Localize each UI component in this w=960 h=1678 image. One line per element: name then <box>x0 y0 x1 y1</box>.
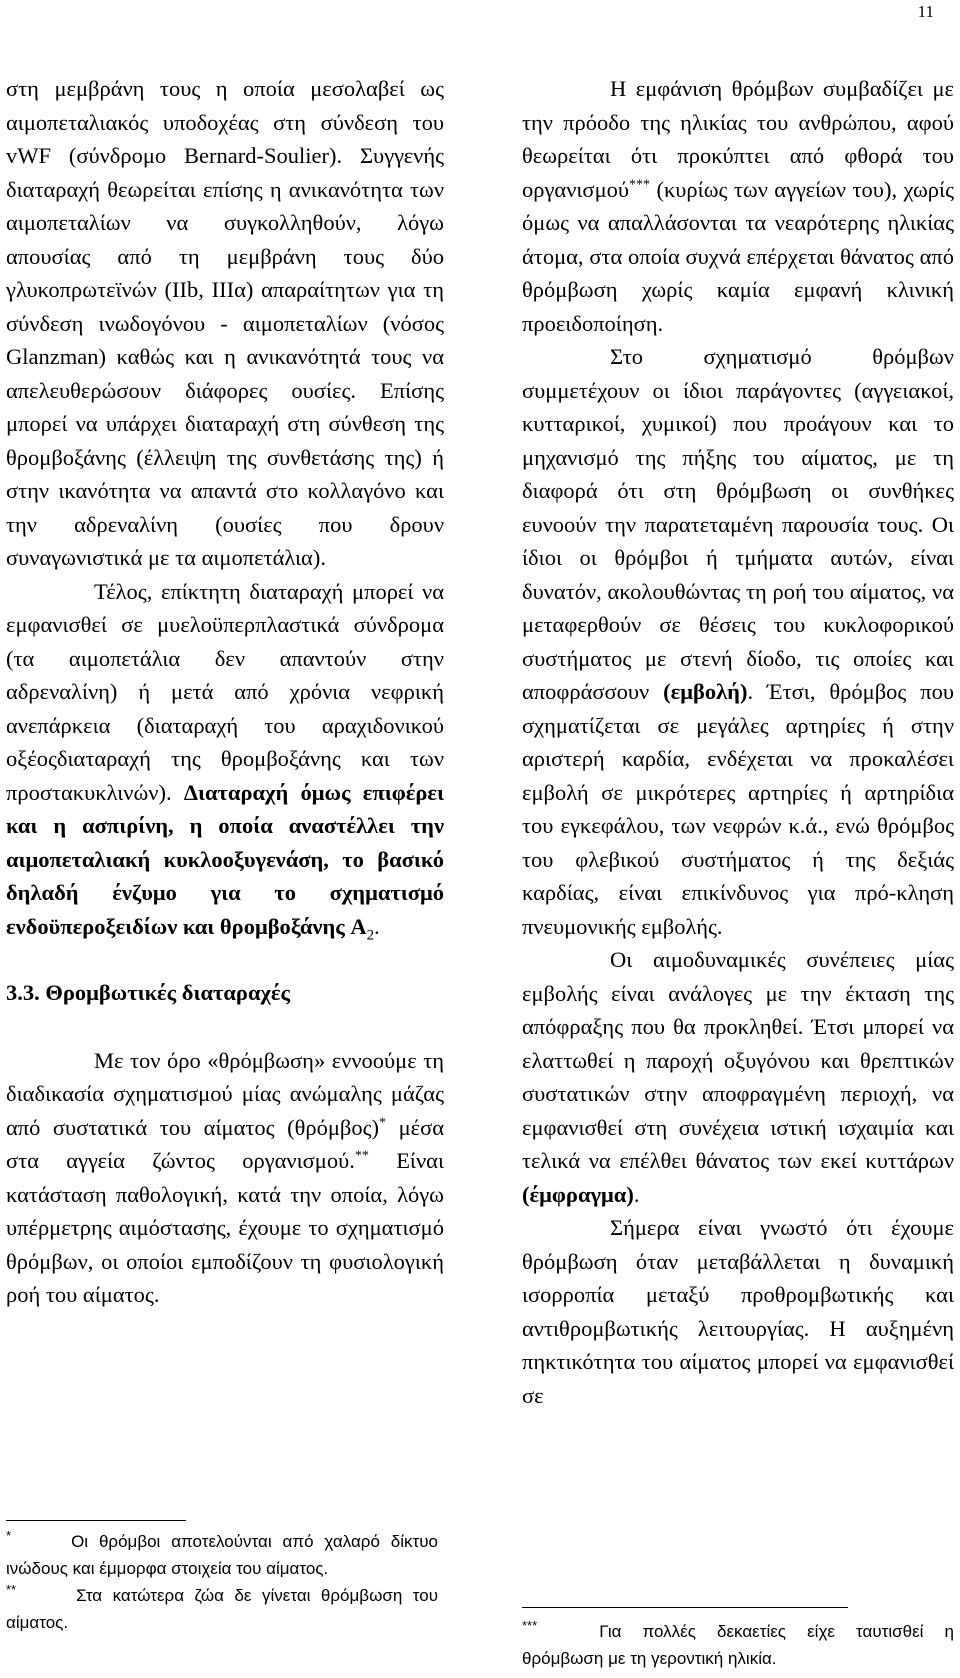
footnote: * Οι θρόμβοι αποτελούνται από χαλαρό δίκτυο ινώδους και έμμορφα στοιχεία του αίματος. <box>6 1528 438 1578</box>
section-heading: 3.3. Θρομβωτικές διαταραχές <box>6 980 291 1005</box>
footnote: ** Στα κατώτερα ζώα δε γίνεται θρόμβωση του αίματος. <box>6 1582 438 1632</box>
footnote: *** Για πολλές δεκαετίες είχε ταυτισθεί η θρόμβωση με τη γεροντική ηλικία. <box>522 1618 954 1668</box>
footnotes-left <box>6 1528 438 1636</box>
footnotes-right <box>522 1618 954 1672</box>
paragraph: Η εμφάνιση θρόμβων συμβαδίζει με την πρόοδο της ηλικίας του ανθρώπου, αφού θεωρείται ότι προκύπτει από φθορά του οργανισμού*** (κυρίως των αγγείων του), χωρίς όμως να απαλλάσονται τα νεαρότερης ηλικίας άτομα, στα οποία συχνά επέρχεται θάνατος από θρόμβωση χωρίς καμία εμφανή κλινική προειδοποίηση. <box>522 76 954 336</box>
footnote-ref: *** <box>629 177 651 192</box>
footnote-divider <box>6 1520 186 1521</box>
page-number: 11 <box>917 2 934 21</box>
paragraph: Με τον όρο «θρόμβωση» εννοούμε τη διαδικασία σχηματισμού μίας ανώμαλης μάζας από συστατικά του αίματος (θρόμβος)* μέσα στα αγγεία ζώντος οργανισμού.** Είναι κατάσταση παθολογική, κατά την οποία, λόγω υπέρμετρης αιμόστασης, έχουμε το σχηματισμό θρόμβων, οι οποίοι εμποδίζουν τη φυσιολογική ροή του αίματος. <box>6 1047 444 1307</box>
footnote-ref: ** <box>354 1148 369 1164</box>
footnote-divider <box>522 1607 848 1608</box>
paragraph: Σήμερα είναι γνωστό ότι έχουμε θρόμβωση όταν μεταβάλλεται η δυναμική ισορροπία μεταξύ προθρομβωτικής και αντιθρομβωτικής λειτουργίας. Η αυξημένη πηκτικότητα του αίματος μπορεί να εμφανισθεί σε <box>522 1215 954 1408</box>
paragraph: Στο σχηματισμό θρόμβων συμμετέχουν οι ίδιοι παράγοντες (αγγειακοί, κυτταρικοί, χυμικοί) που προάγουν και το μηχανισμό της πήξης του αίματος, με τη διαφορά ότι στη θρόμβωση οι συνθήκες ευνοούν την παρατεταμένη παρουσία τους. Οι ίδιοι οι θρόμβοι ή τμήματα αυτών, είναι δυνατόν, ακολουθώντας τη ροή του αίματος, να μεταφερθούν σε θέσεις του κυκλοφορικού συστήματος με στενή δίοδο, τις οποίες και αποφράσσουν (εμβολή). Έτσι, θρόμβος που σχηματίζεται σε μεγάλες αρτηρίες ή στην αριστερή καρδία, ενδέχεται να προκαλέσει εμβολή σε μικρότερες αρτηρίες ή αρτηρίδια του εγκεφάλου, των νεφρών κ.ά., ενώ θρόμβος του φλεβικού συστήματος ή της δεξιάς καρδίας, είναι επικίνδυνος για πρό-κληση πνευμονικής εμβολής. <box>522 344 954 939</box>
paragraph: Τέλος, επίκτητη διαταραχή μπορεί να εμφανισθεί σε μυελοϋπερπλαστικά σύνδρομα (τα αιμοπετάλια δεν απαντούν στην αδρεναλίνη) ή μετά από χρόνια νεφρική ανεπάρκεια (διαταραχή του αραχιδονικού οξέοςδιαταραχή της θρομβοξάνης και των προστακυκλινών). Διαταραχή όμως επιφέρει και η ασπιρίνη, η οποία αναστέλλει την αιμοπεταλιακή κυκλοοξυγενάση, το βασικό δηλαδή ένζυμο για το σχηματισμό ενδοϋπεροξειδίων και θρομβοξάνης $A_2$. <box>6 578 444 943</box>
footnote-ref: * <box>379 1115 387 1130</box>
left-column <box>6 72 444 1312</box>
paragraph: στη μεμβράνη τους η οποία μεσολαβεί ως αιμοπεταλιακός υποδοχέας στη σύνδεση του vWF (σύνδρομο Bernard-Soulier). Συγγενής διαταραχή θεωρείται επίσης η ανικανότητα των αιμοπεταλίων να συγκολληθούν, λόγω απουσίας από τη μεμβράνη τους δύο γλυκοπρωτεϊνών (IIb, IIIα) απαραίτητων για τη σύνδεση ινωδογόνου - αιμοπεταλίων (νόσος Glanzman) καθώς και η ανικανότητά τους να απελευθερώσουν διάφορες ουσίες. Επίσης μπορεί να υπάρχει διαταραχή στη σύνθεση της θρομβοξάνης (έλλειψη της συνθετάσης της) ή στην ικανότητα να απαντά στο κολλαγόνο και την αδρεναλίνη (ουσίες που δρουν συναγωνιστικά με τα αιμοπετάλια). <box>6 76 444 570</box>
paragraph: Οι αιμοδυναμικές συνέπειες μίας εμβολής είναι ανάλογες με την έκταση της απόφραξης που θα προκληθεί. Έτσι μπορεί να ελαττωθεί η παροχή οξυγόνου και θρεπτικών συστατικών στην αποφραγμένη περιοχή, να εμφανισθεί στη συνέχεια ιστική ισχαιμία και τελικά να επέλθει θάνατος των εκεί κυττάρων (έμφραγμα). <box>522 947 954 1207</box>
right-column <box>522 72 954 1412</box>
